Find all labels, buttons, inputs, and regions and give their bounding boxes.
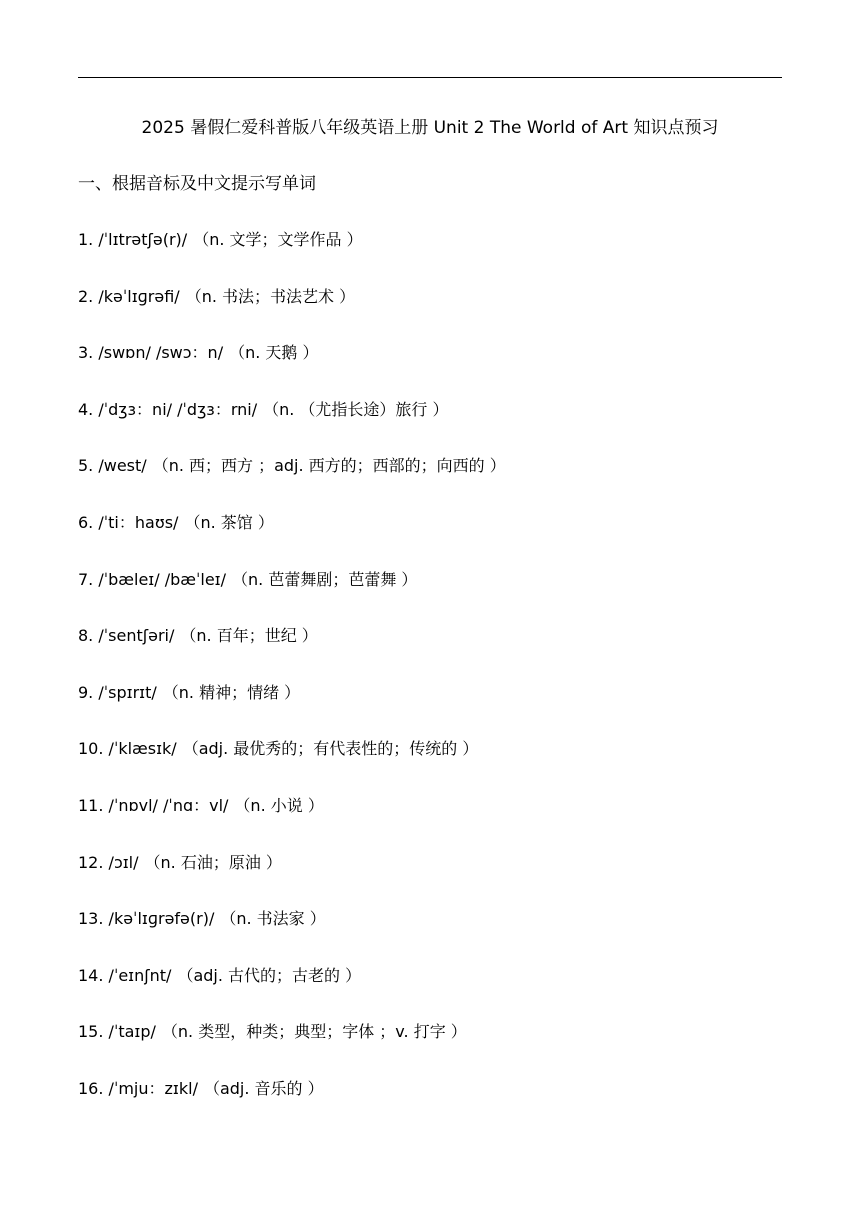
item-number: 8. <box>78 626 94 646</box>
item-number: 6. <box>78 512 94 532</box>
exercise-item <box>78 907 782 964</box>
exercise-item <box>78 737 782 794</box>
item-hint: （n. 芭蕾舞剧；芭蕾舞 ） <box>232 569 418 589</box>
item-phonetic: /kəˈlɪɡrəfi/ <box>98 286 180 306</box>
item-hint: （adj. 最优秀的；有代表性的；传统的 ） <box>182 739 479 759</box>
item-phonetic: /ˈdʒɜ：ni/ /ˈdʒɜ：rni/ <box>98 399 258 419</box>
item-number: 7. <box>78 569 94 589</box>
exercise-item <box>78 285 782 342</box>
exercise-item <box>78 228 782 285</box>
item-number: 16. <box>78 1078 104 1098</box>
item-hint: （n. 茶馆 ） <box>184 512 274 532</box>
item-phonetic: /ˈti：haʊs/ <box>98 512 179 532</box>
item-number: 12. <box>78 852 104 872</box>
item-number: 10. <box>78 739 104 759</box>
exercise-item <box>78 1077 782 1134</box>
item-phonetic: /ˈsentʃəri/ <box>98 626 175 646</box>
item-phonetic: /ˈlɪtrətʃə(r)/ <box>98 230 188 249</box>
item-phonetic: /kəˈlɪɡrəfə(r)/ <box>108 909 215 929</box>
item-hint: （n. 石油；原油 ） <box>144 852 282 872</box>
item-hint: （adj. 古代的；古老的 ） <box>177 965 362 985</box>
item-hint: （n. 书法家 ） <box>220 909 326 929</box>
item-hint: （n. 小说 ） <box>234 795 324 815</box>
item-hint: （n. 天鹅 ） <box>229 343 319 363</box>
document-title: 2025 暑假仁爱科普版八年级英语上册 Unit 2 The World of Art 知识点预习 <box>141 118 719 138</box>
item-hint: （n. （尤指长途）旅行 ） <box>263 399 449 419</box>
exercise-item <box>78 624 782 681</box>
exercise-item <box>78 851 782 908</box>
header-rule <box>78 77 782 78</box>
item-phonetic: /ˈtaɪp/ <box>108 1022 156 1042</box>
item-phonetic: /ˈbæleɪ/ /bæˈleɪ/ <box>98 569 227 589</box>
item-hint: （n. 类型，种类；典型；字体 ；v. 打字 ） <box>161 1022 467 1042</box>
item-phonetic: /swɒn/ /swɔ：n/ <box>98 343 224 363</box>
exercise-item <box>78 794 782 851</box>
item-hint: （adj. 音乐的 ） <box>203 1078 324 1098</box>
item-number: 14. <box>78 965 104 985</box>
section-heading: 一、根据音标及中文提示写单词 <box>78 174 316 194</box>
item-phonetic: /ˈmju：zɪkl/ <box>108 1078 198 1098</box>
exercise-item <box>78 398 782 455</box>
exercise-item <box>78 1020 782 1077</box>
item-phonetic: /ˈnɒvl/ /ˈnɑ：vl/ <box>108 795 229 815</box>
item-phonetic: /ˈspɪrɪt/ <box>98 682 157 702</box>
item-phonetic: /ˈeɪnʃnt/ <box>108 965 172 985</box>
item-number: 15. <box>78 1022 104 1042</box>
exercise-item <box>78 511 782 568</box>
exercise-item <box>78 964 782 1021</box>
item-number: 1. <box>78 230 94 249</box>
item-number: 3. <box>78 343 94 363</box>
exercise-item <box>78 681 782 738</box>
item-number: 13. <box>78 909 104 929</box>
item-hint: （n. 文学；文学作品 ） <box>193 230 363 249</box>
exercise-item <box>78 568 782 625</box>
item-number: 4. <box>78 399 94 419</box>
exercise-item <box>78 341 782 398</box>
item-hint: （n. 书法；书法艺术 ） <box>185 286 356 306</box>
item-hint: （n. 百年；世纪 ） <box>180 626 318 646</box>
item-number: 9. <box>78 682 94 702</box>
item-hint: （n. 西；西方 ；adj. 西方的；西部的；向西的 ） <box>152 456 506 476</box>
item-number: 5. <box>78 456 94 476</box>
exercise-list <box>78 228 782 1134</box>
item-phonetic: /west/ <box>98 456 147 476</box>
item-number: 11. <box>78 795 104 815</box>
item-hint: （n. 精神；情绪 ） <box>162 682 301 702</box>
item-phonetic: /ɔɪl/ <box>108 852 139 872</box>
exercise-item <box>78 454 782 511</box>
item-phonetic: /ˈklæsɪk/ <box>108 739 177 759</box>
item-number: 2. <box>78 286 94 306</box>
